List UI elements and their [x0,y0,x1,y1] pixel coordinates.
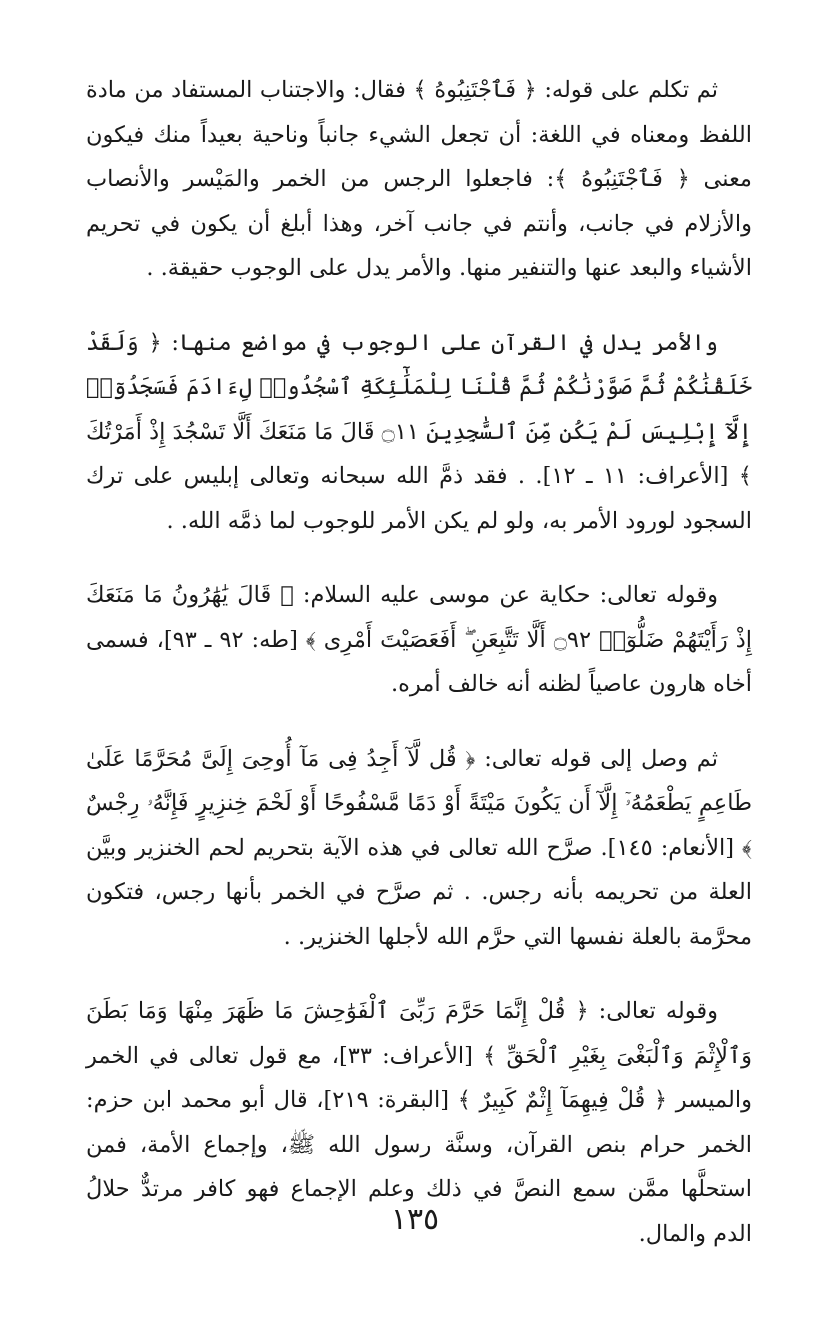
paragraph-ibn-hazm: وقوله تعالى: ﴿ قُلْ إِنَّمَا حَرَّمَ رَبِّىَ ٱلْفَوَٰحِشَ مَا ظَهَرَ مِنْهَا وَمَا بَطَنَ وَٱلْإِثْمَ وَٱلْبَغْىَ بِغَيْرِ ٱلْحَقِّ ﴾ [الأعراف: ٣٣]، مع قول تعالى في الخمر والميسر ﴿ قُلْ فِيهِمَآ إِثْمٌ كَبِيرٌ ﴾ [البقرة: ٢١٩]، قال أبو محمد ابن حزم: الخمر حرام بنص القرآن، وسنَّة رسول الله ﷺ، وإجماع الأمة، فمن استحلَّها ممَّن سمع النصَّ في ذلك وعلم الإجماع فهو كافر مرتدٌّ حلالُ الدم والمال. [86,998,752,1247]
paragraph-lahm-khinzir: ثم وصل إلى قوله تعالى: ﴿ قُل لَّآ أَجِدُ فِى مَآ أُوحِىَ إِلَىَّ مُحَرَّمًا عَلَىٰ طَاعِمٍ يَطْعَمُهُۥٓ إِلَّآ أَن يَكُونَ مَيْتَةً أَوْ دَمًا مَّسْفُوحًا أَوْ لَحْمَ خِنزِيرٍ فَإِنَّهُۥ رِجْسٌ ﴾ [الأنعام: ١٤٥]. صرَّح الله تعالى في هذه الآية بتحريم لحم الخنزير وبيَّن العلة من تحريمه بأنه رجس. . ثم صرَّح في الخمر بأنها رجس، فتكون محرَّمة بالعلة نفسها التي حرَّم الله لأجلها الخنزير. . [86,745,752,950]
paragraph-ijtinab: ثم تكلم على قوله: ﴿ فَٱجْتَنِبُوهُ ﴾ فقال: والاجتناب المستفاد من مادة اللفظ ومعناه في اللغة: أن تجعل الشيء جانباً وناحية بعيداً منك فيكون معنى ﴿ فَٱجْتَنِبُوهُ ﴾: فاجعلوا الرجس من الخمر والمَيْسر والأنصاب والأزلام في جانب، وأنتم في جانب آخر، وهذا أبلغ أن يكون في تحريم الأشياء والبعد عنها والتنفير منها. والأمر يدل على الوجوب حقيقة. . [86,77,752,281]
page-number: ١٣٥ [390,1202,440,1237]
paragraph-amr-wujub: والأمر يدل في القرآن على الوجوب في مواضع منها: ﴿ وَلَقَدْ خَلَقْنَٰكُمْ ثُمَّ صَوَّرْنَٰكُمْ ثُمَّ قُلْنَا لِلْمَلَٰٓئِكَةِ ٱسْجُدُوا۟ لِءَادَمَ فَسَجَدُوٓا۟ إِلَّآ إِبْلِيسَ لَمْ يَكُن مِّنَ ٱلسَّٰجِدِينَ ۝١١ قَالَ مَا مَنَعَكَ أَلَّا تَسْجُدَ إِذْ أَمَرْتُكَ ﴾ [الأعراف: ١١ ـ ١٢]. . فقد ذمَّ الله سبحانه وتعالى إبليس على ترك السجود لورود الأمر به، ولو لم يكن الأمر للوجوب لما ذمَّه الله. . [86,329,752,534]
paragraph-musa-harun: وقوله تعالى: حكاية عن موسى عليه السلام: ﴿ قَالَ يَٰهَٰرُونُ مَا مَنَعَكَ إِذْ رَأَيْتَهُمْ ضَلُّوٓا۟ ۝٩٢ أَلَّا تَتَّبِعَنِ ۖ أَفَعَصَيْتَ أَمْرِى ﴾ [طه: ٩٢ ـ ٩٣]، فسمى أخاه هارون عاصياً لظنه أنه خالف أمره. [86,582,753,697]
page-body [86,68,752,1286]
